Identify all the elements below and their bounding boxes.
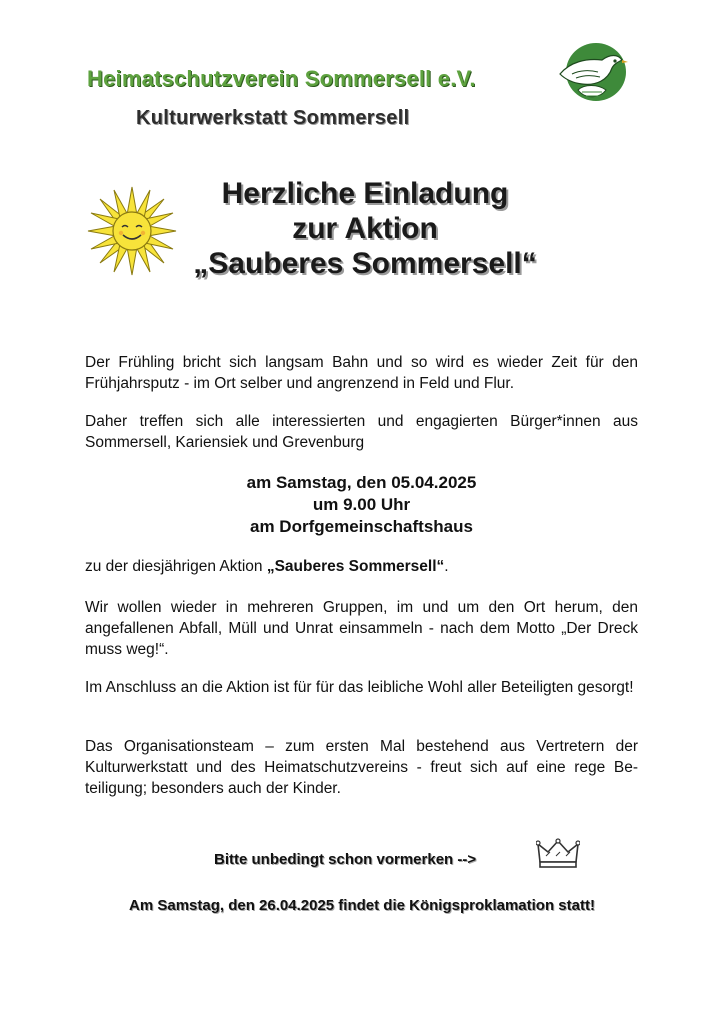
headline-line-1: Herzliche Einladung (221, 177, 509, 210)
action-name: „Sauberes Sommersell“ (266, 558, 445, 575)
reminder-text: Bitte unbedingt schon vormerken --> (214, 851, 477, 868)
event-details (85, 472, 638, 538)
action-paragraph (85, 556, 638, 577)
action-suffix: . (444, 558, 449, 575)
invitation-paragraph: Daher treffen sich alle interessierten und engagierten Bürger*innen aus Sommersell, Kariensiek und Grevenburg (85, 413, 638, 451)
headline-line-2: zur Aktion (292, 212, 438, 245)
headline-line-3: „Sauberes Sommersell“ (193, 247, 537, 280)
proclamation-notice: Am Samstag, den 26.04.2025 findet die Königsproklamation statt! (129, 897, 595, 914)
event-location: am Dorfgemeinschaftshaus (250, 517, 473, 536)
groups-paragraph: Wir wollen wieder in mehreren Gruppen, im und um den Ort herum, den angefallenen Abfall, Müll und Unrat einsammeln - nach dem Motto „Der Dreck muss weg!“. (85, 599, 638, 658)
catering-paragraph: Im Anschluss an die Aktion ist für für das leibliche Wohl aller Beteiligten gesorgt! (85, 679, 634, 696)
intro-paragraph: Der Frühling bricht sich langsam Bahn und so wird es wieder Zeit für den Frühjahrsputz - im Ort selber und angrenzend in Feld und Flur. (85, 354, 638, 392)
bird-logo-icon (552, 40, 630, 106)
event-date: am Samstag, den 05.04.2025 (246, 473, 477, 492)
team-paragraph: Das Organisationsteam – zum ersten Mal bestehend aus Vertretern der Kulturwerkstatt und des Heimatschutzvereins - freut sich auf eine rege Be-teiligung; besonders auch der Kinder. (85, 738, 638, 797)
crown-icon (536, 838, 580, 870)
org-subtitle: Kulturwerkstatt Sommersell (136, 107, 410, 129)
event-time: um 9.00 Uhr (312, 495, 411, 514)
headline (160, 176, 570, 281)
action-prefix: zu der diesjährigen Aktion (85, 558, 267, 575)
org-title: Heimatschutzverein Sommersell e.V. (87, 66, 476, 91)
